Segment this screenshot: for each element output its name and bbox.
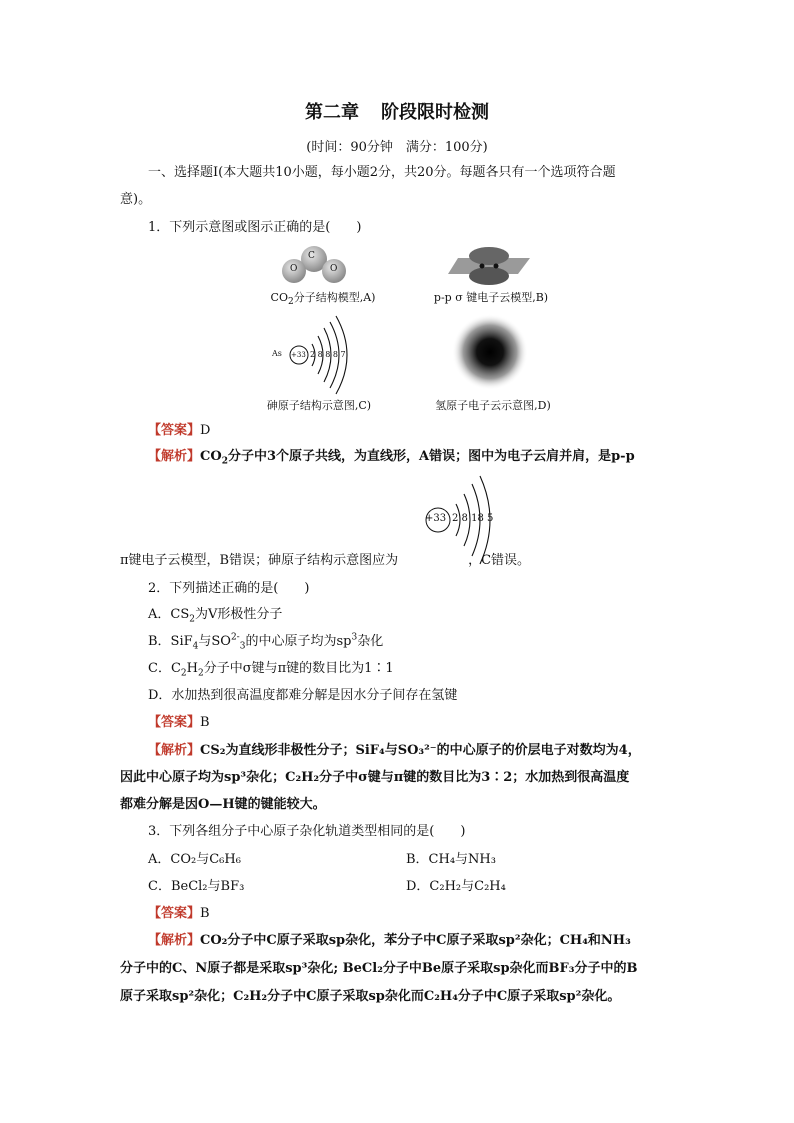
q3-option-d: D．C₂H₂与C₂H₄ <box>406 879 506 894</box>
q2-option-a: A．$CS_2$为V形极性分子 <box>148 607 283 625</box>
as-shell-counts: 2 8 8 8 7 <box>310 350 346 359</box>
q3-answer: 【答案】B <box>148 906 210 921</box>
q3-stem: 3．下列各组分子中心原子杂化轨道类型相同的是( ) <box>148 824 466 839</box>
lobe-top <box>469 247 509 265</box>
q2-option-d: D．水加热到很高温度都难分解是因水分子间存在氢键 <box>148 688 458 703</box>
lobe-bottom <box>469 267 509 285</box>
fig-d-caption: 氢原子电子云示意图,D) <box>435 399 551 412</box>
q2-answer: 【答案】B <box>148 715 210 730</box>
q2-analysis-cont: 因此中心原子均为sp³杂化；C₂H₂分子中σ键与π键的数目比为3∶2；水加热到很高温度 <box>120 770 630 785</box>
q2-stem: 2．下列描述正确的是( ) <box>148 581 310 596</box>
page-title: 第二章 阶段限时检测 <box>305 102 489 123</box>
q1-analysis: 【解析】$CO_2$分子中3个原子共线，为直线形，A错误；图中为电子云肩并肩，是p-p <box>148 449 635 467</box>
q2-option-b: B．SiF$_4$与$SO^{2-}_3$的中心原子均为$sp^3$杂化 <box>148 632 384 652</box>
as-nucleus-label: +33 <box>291 351 306 359</box>
nucleus-left <box>480 264 485 269</box>
h-electron-cloud-figure <box>450 312 530 392</box>
q1-analysis-cont: π键电子云模型，B错误；砷原子结构示意图应为 ，C错误。 <box>120 553 531 568</box>
section-heading: 一、选择题Ⅰ(本大题共10小题，每小题2分，共20分。每题各只有一个选项符合题 <box>148 165 616 180</box>
q1-answer: 【答案】D <box>148 423 211 438</box>
q3-option-b: B．CH₄与NH₃ <box>406 852 496 867</box>
q2-option-c: C．$C_2H_2$分子中σ键与π键的数目比为1∶1 <box>148 661 394 679</box>
cloud <box>452 314 528 390</box>
q2-analysis-cont: 都难分解是因O—H键的键能较大。 <box>120 797 326 812</box>
q2-analysis: 【解析】CS₂为直线形非极性分子；SiF₄与SO₃²⁻的中心原子的价层电子对数均为4， <box>148 743 641 758</box>
exam-meta: (时间：90分钟 满分：100分) <box>306 140 488 155</box>
q3-analysis-cont: 原子采取sp²杂化；C₂H₂分子中C原子采取sp杂化而C₂H₄分子中C原子采取sp²杂化。 <box>120 989 621 1004</box>
section-heading-cont: 意)。 <box>120 192 152 207</box>
nucleus-right <box>494 264 499 269</box>
as-element-label: As <box>272 349 282 358</box>
q3-option-c: C．BeCl₂与BF₃ <box>148 879 245 894</box>
correct-nucleus-label: +33 <box>425 513 447 524</box>
fig-a-caption: $CO_2$分子结构模型,A) <box>270 291 376 308</box>
q3-option-a: A．CO₂与C₆H₆ <box>148 852 241 867</box>
pp-sigma-figure <box>448 246 530 286</box>
q1-stem: 1．下列示意图或图示正确的是( ) <box>148 220 362 235</box>
fig-c-caption: 砷原子结构示意图,C) <box>266 399 372 412</box>
q3-analysis: 【解析】CO₂分子中C原子采取sp杂化，苯分子中C原子采取sp²杂化；CH₄和NH₃ <box>148 933 631 948</box>
q3-analysis-cont: 分子中的C、N原子都是采取sp³杂化; BeCl₂分子中Be原子采取sp杂化而BF₃分子中的B <box>120 961 638 976</box>
correct-shell-counts: 2 8 18 5 <box>452 513 494 524</box>
fig-b-caption: p-p σ 键电子云模型,B) <box>433 291 549 304</box>
